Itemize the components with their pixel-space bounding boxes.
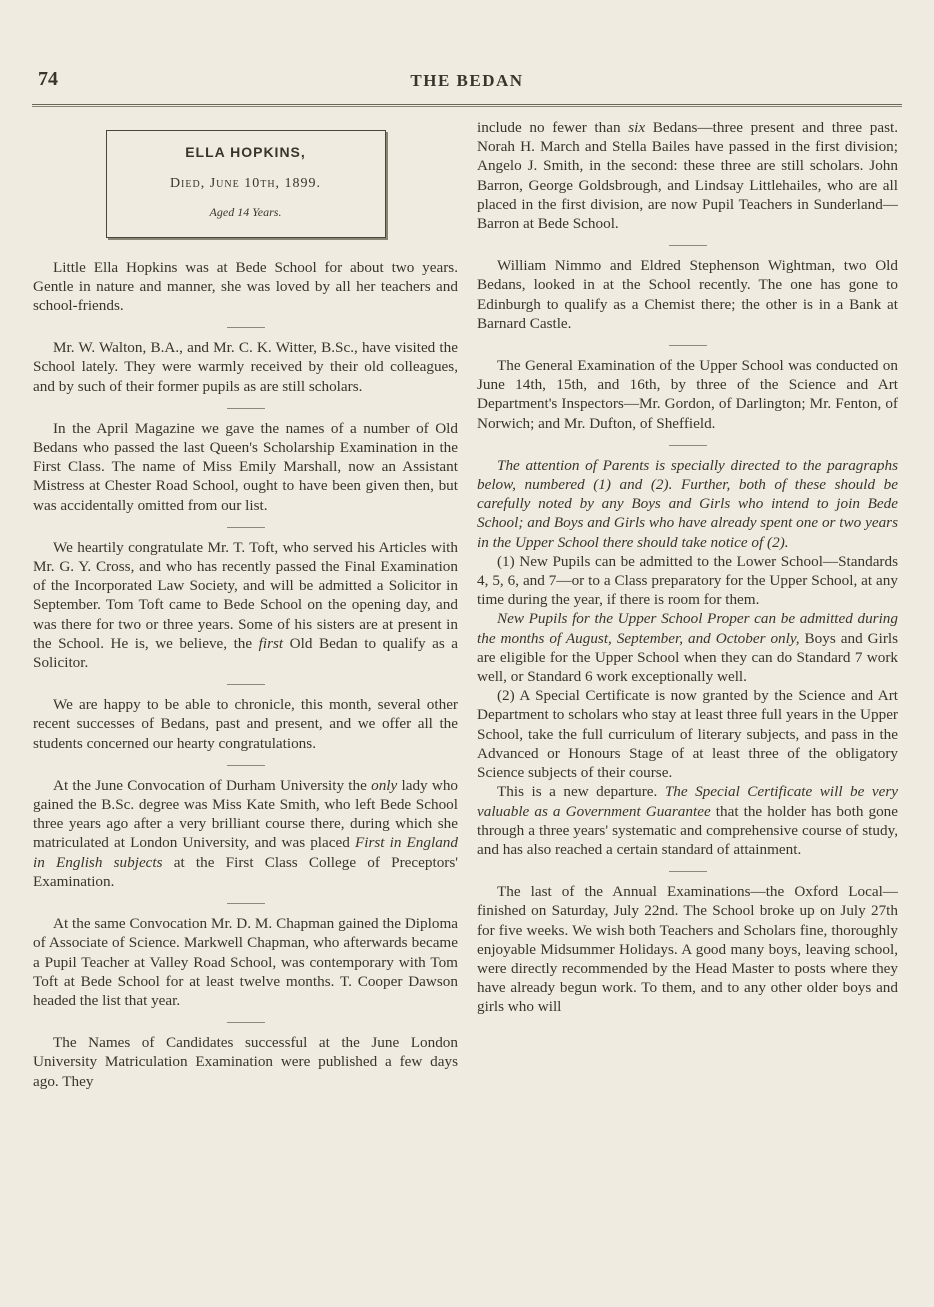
text: Boys and Girls are eligible for the Upper School when they can do Standard 7 work well, or Standard 6 work exceptionally well. bbox=[477, 629, 899, 686]
paragraph-new-departure bbox=[477, 782, 898, 859]
paragraph-new-pupils: (1) New Pupils can be admitted to the Lower School—Standards 4, 5, 6, and 7—or to a Class preparatory for the Upper School, at any time during the year, if there is room for them. bbox=[477, 552, 898, 609]
section-divider bbox=[227, 327, 265, 328]
text: lady who gained the B.Sc. degree was Miss Kate Smith, who left Bede School three years ago after a very brilliant course there, during which she matriculated at London University, and was placed bbox=[33, 776, 459, 852]
paragraph-chapman: At the same Convocation Mr. D. M. Chapman gained the Diploma of Associate of Science. Markwell Chapman, who afterwards became a Pupil Teacher at Valley Road School, was contemporary with Tom Toft at Bede School for at least twelve months. T. Cooper Dawson headed the list that year. bbox=[33, 915, 458, 1009]
section-divider bbox=[227, 527, 265, 528]
paragraph-annual-exams: The last of the Annual Examinations—the Oxford Local—finished on Saturday, July 22nd. The School broke up on July 27th for five weeks. We wish both Teachers and Scholars fine, thoroughly enjoyable Midsummer Holidays. A good many boys, leaving school, were directly recommended by the Head Master to posts where they have already begun work. To them, and to any other older boys and girls who will bbox=[477, 883, 898, 1016]
section-divider bbox=[227, 903, 265, 904]
text: Old Bedan to qualify as a Solicitor. bbox=[33, 634, 459, 672]
section-divider bbox=[669, 245, 707, 246]
paragraph-special-certificate: (2) A Special Certificate is now granted by the Science and Art Department to scholars who stay at least three full years in the Upper School, take the full curriculum of literary subjects, and pass in the Advanced or Honours Stage of at least three of the obligatory Science subjects of their course. bbox=[477, 687, 898, 782]
paragraph-attention-parents: The attention of Parents is specially directed to the paragraphs below, numbered (1) and (2). Further, both of these should be carefully noted by any Boys and Girls who intend to join Bede School; and Boys and Girls who have already spent one or two years in the Upper School there should take notice of (2). bbox=[477, 456, 898, 551]
text: that the holder has both gone through a three years' systematic and comprehensive course of study, and has also reached a certain standard of attainment. bbox=[477, 802, 898, 858]
text: At the June Convocation of Durham University the bbox=[53, 776, 367, 794]
obituary-date: Died, June 10th, 1899. bbox=[169, 176, 322, 192]
paragraph-ella-hopkins: Little Ella Hopkins was at Bede School for about two years. Gentle in nature and manner, she was loved by all her teachers and school-friends. bbox=[33, 258, 458, 315]
text: Bedans—three present and three past. Norah H. March and Stella Bailes have passed in the first division; Angelo J. Smith, in the second: these three are still scholars. John Barron, George Goldsbrough, and Lindsay Littlehailes, who are all placed in the first division, are now Pupil Teachers in Sunderland—Barron at Bede School. bbox=[477, 119, 899, 233]
emphasis: only bbox=[371, 776, 398, 794]
text: We heartily congratulate Mr. T. Toft, who served his Articles with Mr. G. Y. Cross, and who has recently passed the Final Examination of the Incorporated Law Society, and will be admitted a Solicitor in September. Tom Toft came to Bede School on the opening day, and was there for two or three years. Some of his sisters are at present in the School. He is, we believe, the bbox=[33, 538, 458, 652]
paragraph-nimmo: William Nimmo and Eldred Stephenson Wightman, two Old Bedans, looked in at the School recently. The one has gone to Edinburgh to qualify as a Chemist there; the other is in a Bank at Barnard Castle. bbox=[477, 257, 898, 332]
section-divider bbox=[227, 765, 265, 766]
section-divider bbox=[669, 345, 707, 346]
paragraph-successes: We are happy to be able to chronicle, this month, several other recent successes of Bedans, past and present, and we offer all the students concerned our hearty congratulations. bbox=[33, 696, 458, 752]
obituary-box bbox=[106, 130, 386, 238]
paragraph-durham bbox=[33, 776, 458, 891]
obituary-name: ELLA HOPKINS, bbox=[185, 144, 306, 160]
paragraph-scholarship: In the April Magazine we gave the names of a number of Old Bedans who passed the last Queen's Scholarship Examination in the First Class. The name of Miss Emily Marshall, now an Assistant Mistress at Chester Road School, ought to have been given then, but was accidentally omitted from our list. bbox=[33, 419, 458, 514]
paragraph-upper-school-admission bbox=[477, 609, 898, 686]
section-divider bbox=[227, 408, 265, 409]
right-column bbox=[477, 118, 898, 1017]
obituary-age: Aged 14 Years. bbox=[209, 205, 282, 220]
section-divider bbox=[227, 1022, 265, 1023]
emphasis: First in England in English subjects bbox=[33, 834, 458, 871]
emphasis: six bbox=[628, 119, 646, 136]
emphasis: New Pupils for the Upper School Proper can be admitted during the months of August, September, and October only, bbox=[477, 610, 898, 647]
left-column bbox=[33, 118, 458, 1091]
paragraph-toft bbox=[33, 538, 458, 672]
paragraph-general-exam: The General Examination of the Upper School was conducted on June 14th, 15th, and 16th, by three of the Science and Art Department's Inspectors—Mr. Gordon, of Darlington; Mr. Fenton, of Norwich; and Mr. Dufton, of Sheffield. bbox=[477, 357, 898, 432]
paragraph-matriculation: The Names of Candidates successful at the June London University Matriculation Examination were published a few days ago. They bbox=[33, 1034, 458, 1090]
section-divider bbox=[669, 445, 707, 446]
running-title: THE BEDAN bbox=[410, 71, 524, 90]
section-divider bbox=[669, 871, 707, 872]
emphasis: first bbox=[258, 634, 284, 652]
page-header bbox=[0, 68, 934, 108]
text: include no fewer than bbox=[477, 119, 621, 136]
text: This is a new departure. bbox=[497, 783, 658, 801]
text: at the First Class College of Preceptors' Examination. bbox=[33, 853, 458, 890]
section-divider bbox=[227, 684, 265, 685]
paragraph-visitors: Mr. W. Walton, B.A., and Mr. C. K. Witter, B.Sc., have visited the School lately. They were warmly received by their old colleagues, and by such of their former pupils as are still scholars. bbox=[33, 339, 458, 395]
page-number: 74 bbox=[38, 68, 58, 90]
emphasis: The Special Certificate will be very valuable as a Government Guarantee bbox=[477, 783, 898, 820]
header-rule bbox=[32, 104, 902, 107]
paragraph-bedans bbox=[477, 118, 898, 233]
